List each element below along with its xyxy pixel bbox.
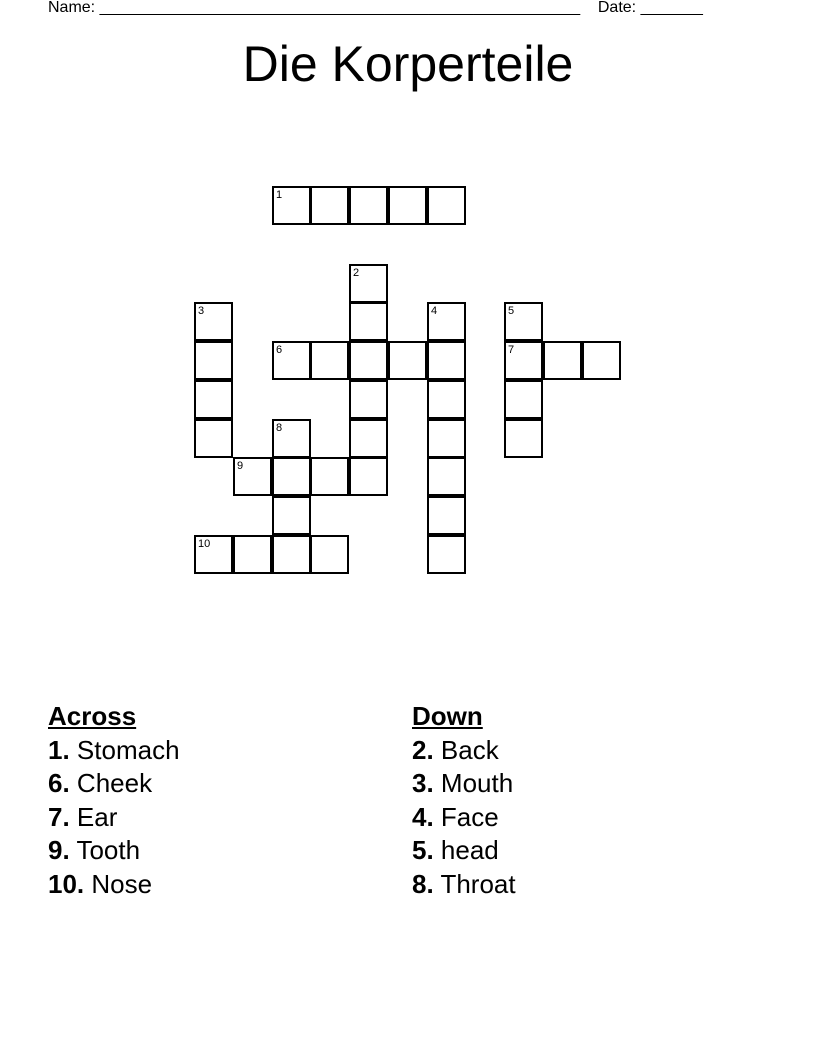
grid-cell[interactable] — [427, 419, 466, 458]
clue-text: Mouth — [440, 768, 514, 798]
clue-item — [412, 734, 516, 768]
cell-number: 5 — [508, 305, 515, 317]
grid-cell[interactable] — [427, 380, 466, 419]
grid-cell[interactable] — [504, 302, 543, 341]
grid-cell[interactable] — [233, 457, 272, 496]
clue-number: 5. — [412, 835, 434, 865]
cell-number: 2 — [353, 267, 360, 279]
clue-number: 6. — [48, 768, 70, 798]
clue-item — [48, 767, 180, 801]
grid-cell[interactable] — [310, 457, 349, 496]
grid-cell[interactable] — [194, 341, 233, 380]
date-label: Date: — [597, 0, 641, 16]
clue-number: 4. — [412, 801, 434, 832]
grid-cell[interactable] — [349, 186, 388, 225]
grid-cell[interactable] — [310, 186, 349, 225]
clue-item — [48, 801, 180, 835]
clue-text: Cheek — [76, 768, 153, 798]
cell-number: 7 — [508, 344, 515, 356]
grid-cell[interactable] — [388, 186, 427, 225]
grid-cell[interactable] — [504, 419, 543, 458]
across-heading: Across — [48, 701, 137, 731]
clue-item — [412, 868, 516, 902]
grid-cell[interactable] — [272, 496, 311, 535]
grid-cell[interactable] — [504, 341, 543, 380]
clue-text: Tooth — [76, 835, 141, 865]
cell-number: 6 — [276, 344, 283, 356]
clue-text: head — [440, 835, 499, 865]
clue-text: Face — [440, 801, 499, 832]
cell-number: 8 — [276, 422, 283, 434]
cell-number: 10 — [198, 538, 211, 550]
grid-cell[interactable] — [349, 380, 388, 419]
grid-cell[interactable] — [349, 457, 388, 496]
grid-cell[interactable] — [272, 457, 311, 496]
clue-number: 10. — [48, 868, 85, 899]
grid-cell[interactable] — [582, 341, 621, 380]
grid-cell[interactable] — [272, 186, 311, 225]
date-field[interactable]: _______ — [640, 0, 703, 16]
grid-cell[interactable] — [543, 341, 582, 380]
grid-cell[interactable] — [194, 302, 233, 341]
clue-text: Stomach — [76, 734, 180, 765]
grid-cell[interactable] — [310, 535, 349, 574]
grid-cell[interactable] — [233, 535, 272, 574]
grid-cell[interactable] — [427, 496, 466, 535]
grid-cell[interactable] — [310, 341, 349, 380]
down-clues — [412, 700, 516, 901]
clue-number: 9. — [48, 835, 70, 865]
grid-cell[interactable] — [349, 419, 388, 458]
clue-item — [48, 834, 180, 868]
grid-cell[interactable] — [427, 457, 466, 496]
clue-item — [48, 868, 180, 902]
clue-text: Back — [440, 734, 499, 765]
clue-number: 8. — [412, 868, 434, 899]
grid-cell[interactable] — [194, 535, 233, 574]
grid-cell[interactable] — [427, 302, 466, 341]
across-clues — [48, 700, 180, 901]
cell-number: 3 — [198, 305, 205, 317]
clue-number: 7. — [48, 801, 70, 832]
grid-cell[interactable] — [272, 341, 311, 380]
cell-number: 1 — [276, 189, 283, 201]
grid-cell[interactable] — [427, 186, 466, 225]
grid-cell[interactable] — [194, 380, 233, 419]
grid-cell[interactable] — [388, 341, 427, 380]
name-field[interactable]: ______________________________________________________ — [99, 0, 581, 16]
grid-cell[interactable] — [349, 302, 388, 341]
clue-text: Ear — [76, 801, 118, 832]
grid-cell[interactable] — [272, 535, 311, 574]
cell-number: 4 — [431, 305, 438, 317]
grid-cell[interactable] — [272, 419, 311, 458]
clue-number: 1. — [48, 734, 70, 765]
clue-number: 2. — [412, 734, 434, 765]
down-heading: Down — [412, 701, 483, 731]
grid-cell[interactable] — [349, 341, 388, 380]
clue-text: Nose — [91, 868, 153, 899]
clue-item — [412, 834, 516, 868]
grid-cell[interactable] — [349, 264, 388, 303]
name-label: Name: — [48, 0, 100, 16]
clue-item — [48, 734, 180, 768]
clue-text: Throat — [440, 868, 516, 899]
grid-cell[interactable] — [427, 341, 466, 380]
page-title: Die Korperteile — [242, 36, 574, 92]
grid-cell[interactable] — [194, 419, 233, 458]
clue-number: 3. — [412, 768, 434, 798]
clue-item — [412, 801, 516, 835]
cell-number: 9 — [237, 460, 244, 472]
grid-cell[interactable] — [504, 380, 543, 419]
grid-cell[interactable] — [427, 535, 466, 574]
clue-item — [412, 767, 516, 801]
